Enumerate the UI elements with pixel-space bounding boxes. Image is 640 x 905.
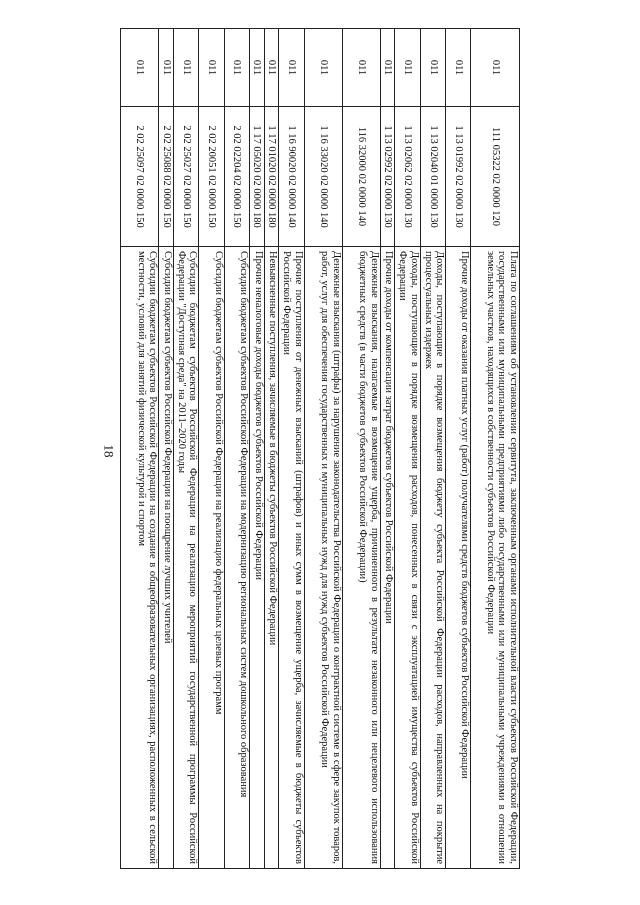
income-name-cell: Субсидии бюджетам субъектов Российской Федерации на модернизацию региональных систем дошкольного образования xyxy=(224,247,249,869)
table-row xyxy=(342,29,380,869)
income-name-cell: Прочие доходы от компенсации затрат бюджетов субъектов Российской Федерации xyxy=(380,247,395,869)
kbk-code-cell: 1 13 01992 02 0000 130 xyxy=(446,107,471,247)
table-row xyxy=(446,29,471,869)
kbk-code-cell: 2 02 25088 02 0000 150 xyxy=(159,107,174,247)
kbk-code-cell: 111 05322 02 0000 120 xyxy=(471,107,520,247)
table-row xyxy=(224,29,249,869)
income-name-cell: Субсидии бюджетам субъектов Российской Федерации на поощрение лучших учителей xyxy=(159,247,174,869)
admin-code-cell: 011 xyxy=(471,29,520,107)
kbk-code-cell: 1 13 02040 01 0000 130 xyxy=(420,107,445,247)
admin-code-cell: 011 xyxy=(304,29,342,107)
kbk-code-cell: 1 13 02062 02 0000 130 xyxy=(395,107,420,247)
income-name-cell: Доходы, поступающие в порядке возмещения расходов, понесенных в связи с эксплуатацией имущества субъектов Российской Федерации xyxy=(395,247,420,869)
table-row xyxy=(173,29,198,869)
income-name-cell: Денежные взыскания, налагаемые в возмещение ущерба, причиненного в результате незаконного или нецелевого использования бюджетных средств (в части бюджетов субъектов Российской Федерации) xyxy=(342,247,380,869)
kbk-code-cell: 1 13 02992 02 0000 130 xyxy=(380,107,395,247)
table-row xyxy=(304,29,342,869)
income-name-cell: Субсидии бюджетам субъектов Российской Федерации на реализацию федеральных целевых программ xyxy=(199,247,224,869)
kbk-code-cell: 2 02 02204 02 0000 150 xyxy=(224,107,249,247)
admin-code-cell: 011 xyxy=(420,29,445,107)
income-name-cell: Прочие доходы от оказания платных услуг (работ) получателями средств бюджетов субъектов Российской Федерации xyxy=(446,247,471,869)
admin-code-cell: 011 xyxy=(380,29,395,107)
kbk-code-cell: 116 32000 02 0000 140 xyxy=(342,107,380,247)
income-name-cell: Доходы, поступающие в порядке возмещения бюджету субъекта Российской Федерации расходов, направленных на покрытие процессуальных издержек xyxy=(420,247,445,869)
income-name-cell: Денежные взыскания (штрафы) за нарушение законодательства Российской Федерации о контрактной системе в сфере закупок товаров, работ, услуг для обеспечения государственных и муниципальных нужд для нужд субъектов Российской Федерации xyxy=(304,247,342,869)
admin-code-cell: 011 xyxy=(342,29,380,107)
kbk-code-cell: 2 02 20051 02 0000 150 xyxy=(199,107,224,247)
kbk-code-cell: 1 16 90020 02 0000 140 xyxy=(279,107,304,247)
kbk-code-cell: 1 17 01020 02 0000 180 xyxy=(264,107,279,247)
table-row xyxy=(279,29,304,869)
codes-table xyxy=(120,28,520,869)
page-number: 18 xyxy=(101,444,117,458)
table-row xyxy=(395,29,420,869)
table-row xyxy=(380,29,395,869)
admin-code-cell: 011 xyxy=(264,29,279,107)
income-name-cell: Прочие поступления от денежных взысканий (штрафов) и иных сумм в возмещение ущерба, зачисляемые в бюджеты субъектов Российской Федерации xyxy=(279,247,304,869)
admin-code-cell: 011 xyxy=(121,29,159,107)
admin-code-cell: 011 xyxy=(249,29,264,107)
admin-code-cell: 011 xyxy=(446,29,471,107)
income-name-cell: Плата по соглашениям об установлении сервитута, заключенным органами исполнительной власти субъектов Российской Федерации, государственными или муниципальными предприятиями либо государственными или муниципальными учреждениями в отношении земельных участков, находящихся в собственности субъектов Российской Федерации xyxy=(471,247,520,869)
kbk-code-cell: 1 17 05020 02 0000 180 xyxy=(249,107,264,247)
budget-codes-table xyxy=(120,28,520,868)
income-name-cell: Субсидии бюджетам субъектов Российской Федерации на создание в общеобразовательных организациях, расположенных в сельской местности, условий для занятий физической культурой и спортом xyxy=(121,247,159,869)
kbk-code-cell: 2 02 25027 02 0000 150 xyxy=(173,107,198,247)
kbk-code-cell: 2 02 25097 02 0000 150 xyxy=(121,107,159,247)
admin-code-cell: 011 xyxy=(199,29,224,107)
kbk-code-cell: 1 16 33020 02 0000 140 xyxy=(304,107,342,247)
table-row xyxy=(264,29,279,869)
income-name-cell: Невыясненные поступления, зачисляемые в бюджеты субъектов Российской Федерации xyxy=(264,247,279,869)
admin-code-cell: 011 xyxy=(395,29,420,107)
admin-code-cell: 011 xyxy=(173,29,198,107)
table-row xyxy=(121,29,159,869)
table-row xyxy=(199,29,224,869)
income-name-cell: Прочие неналоговые доходы бюджетов субъектов Российской Федерации xyxy=(249,247,264,869)
income-name-cell: Субсидии бюджетам субъектов Российской Федерации на реализацию мероприятий государственной программы Российской Федерации "Доступная среда" на 2011–2020 годы xyxy=(173,247,198,869)
admin-code-cell: 011 xyxy=(159,29,174,107)
table-row xyxy=(159,29,174,869)
table-row xyxy=(420,29,445,869)
admin-code-cell: 011 xyxy=(224,29,249,107)
admin-code-cell: 011 xyxy=(279,29,304,107)
table-row xyxy=(249,29,264,869)
table-row xyxy=(471,29,520,869)
